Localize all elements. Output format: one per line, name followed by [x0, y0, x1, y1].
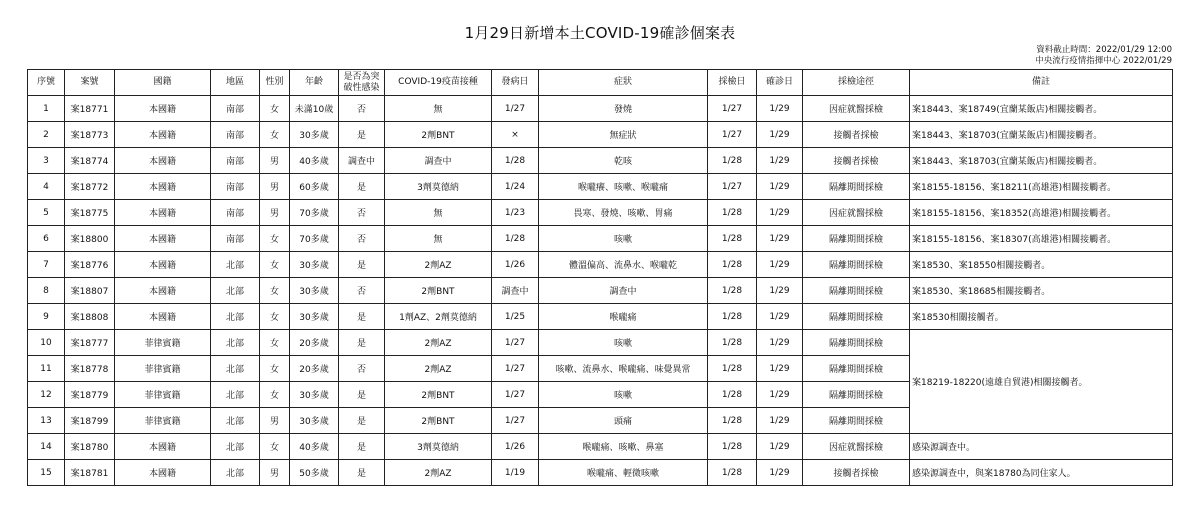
symptoms-cell: 咳嗽 [539, 226, 708, 252]
onset-date-cell: 1/26 [492, 252, 539, 278]
data-cutoff-time: 資料截止時間：2022/01/29 12:00 [1036, 45, 1172, 55]
case-id-cell: 案18773 [65, 122, 115, 148]
sex-cell: 女 [260, 252, 290, 278]
sample-date-cell: 1/28 [708, 226, 757, 252]
breakthrough-cell: 是 [339, 122, 385, 148]
row-number-cell: 12 [28, 382, 65, 408]
breakthrough-cell: 調查中 [339, 148, 385, 174]
sampling-route-cell: 隔離期間採檢 [803, 252, 910, 278]
header-row [28, 70, 1173, 96]
symptoms-cell: 體溫偏高、流鼻水、喉嚨乾 [539, 252, 708, 278]
sex-cell: 男 [260, 174, 290, 200]
table-header [28, 70, 1173, 96]
case-id-cell: 案18772 [65, 174, 115, 200]
breakthrough-cell: 否 [339, 278, 385, 304]
table-row [28, 304, 1173, 330]
age-cell: 20多歲 [290, 356, 339, 382]
onset-date-cell: 1/25 [492, 304, 539, 330]
symptoms-cell: 喉嚨痛、咳嗽、鼻塞 [539, 434, 708, 460]
onset-date-cell: 1/28 [492, 226, 539, 252]
sample-date-cell: 1/28 [708, 330, 757, 356]
sample-date-cell: 1/28 [708, 382, 757, 408]
case-id-cell: 案18775 [65, 200, 115, 226]
symptoms-cell: 調查中 [539, 278, 708, 304]
sampling-route-cell: 隔離期間採檢 [803, 356, 910, 382]
table-row [28, 434, 1173, 460]
breakthrough-cell: 是 [339, 174, 385, 200]
vaccine-cell: 2劑AZ [385, 330, 492, 356]
case-id-cell: 案18781 [65, 460, 115, 486]
vaccine-cell: 無 [385, 96, 492, 122]
row-number-cell: 7 [28, 252, 65, 278]
confirm-date-cell: 1/29 [757, 460, 803, 486]
age-cell: 40多歲 [290, 148, 339, 174]
sampling-route-cell: 隔離期間採檢 [803, 330, 910, 356]
breakthrough-cell: 否 [339, 96, 385, 122]
row-number-cell: 13 [28, 408, 65, 434]
vaccine-cell: 2劑BNT [385, 122, 492, 148]
note-cell: 感染源調查中。 [910, 434, 1173, 460]
column-header: 備註 [910, 70, 1173, 96]
report-meta [1035, 45, 1172, 67]
sampling-route-cell: 因症就醫採檢 [803, 200, 910, 226]
column-header: 案號 [65, 70, 115, 96]
nationality-cell: 本國籍 [115, 122, 211, 148]
symptoms-cell: 喉嚨痛、輕微咳嗽 [539, 460, 708, 486]
breakthrough-cell: 否 [339, 356, 385, 382]
sample-date-cell: 1/28 [708, 148, 757, 174]
region-cell: 南部 [211, 122, 260, 148]
column-header: COVID-19疫苗接種 [385, 70, 492, 96]
note-cell: 案18155-18156、案18352(高雄港)相關接觸者。 [910, 200, 1173, 226]
region-cell: 南部 [211, 174, 260, 200]
nationality-cell: 本國籍 [115, 304, 211, 330]
sample-date-cell: 1/28 [708, 460, 757, 486]
onset-date-cell: 1/28 [492, 148, 539, 174]
confirm-date-cell: 1/29 [757, 330, 803, 356]
page-title: 1月29日新增本土COVID-19確診個案表 [464, 24, 736, 42]
nationality-cell: 菲律賓籍 [115, 356, 211, 382]
table-row [28, 96, 1173, 122]
case-id-cell: 案18799 [65, 408, 115, 434]
nationality-cell: 菲律賓籍 [115, 330, 211, 356]
case-id-cell: 案18800 [65, 226, 115, 252]
region-cell: 北部 [211, 304, 260, 330]
sample-date-cell: 1/28 [708, 200, 757, 226]
sampling-route-cell: 隔離期間採檢 [803, 226, 910, 252]
age-cell: 20多歲 [290, 330, 339, 356]
note-cell: 案18530、案18550相關接觸者。 [910, 252, 1173, 278]
sex-cell: 女 [260, 356, 290, 382]
nationality-cell: 本國籍 [115, 200, 211, 226]
sex-cell: 男 [260, 408, 290, 434]
vaccine-cell: 1劑AZ、2劑莫德納 [385, 304, 492, 330]
region-cell: 南部 [211, 226, 260, 252]
table-body [28, 96, 1173, 486]
row-number-cell: 10 [28, 330, 65, 356]
sex-cell: 女 [260, 278, 290, 304]
confirm-date-cell: 1/29 [757, 252, 803, 278]
region-cell: 南部 [211, 148, 260, 174]
row-number-cell: 8 [28, 278, 65, 304]
sex-cell: 女 [260, 122, 290, 148]
sampling-route-cell: 接觸者採檢 [803, 460, 910, 486]
region-cell: 北部 [211, 252, 260, 278]
note-cell: 案18530、案18685相關接觸者。 [910, 278, 1173, 304]
age-cell: 30多歲 [290, 252, 339, 278]
sample-date-cell: 1/27 [708, 174, 757, 200]
vaccine-cell: 3劑莫德納 [385, 434, 492, 460]
breakthrough-cell: 是 [339, 460, 385, 486]
symptoms-cell: 咳嗽、流鼻水、喉嚨痛、味覺異常 [539, 356, 708, 382]
breakthrough-cell: 是 [339, 408, 385, 434]
vaccine-cell: 2劑AZ [385, 460, 492, 486]
table-row [28, 226, 1173, 252]
confirm-date-cell: 1/29 [757, 226, 803, 252]
confirm-date-cell: 1/29 [757, 304, 803, 330]
sampling-route-cell: 接觸者採檢 [803, 148, 910, 174]
row-number-cell: 1 [28, 96, 65, 122]
confirm-date-cell: 1/29 [757, 382, 803, 408]
confirm-date-cell: 1/29 [757, 122, 803, 148]
vaccine-cell: 3劑莫德納 [385, 174, 492, 200]
region-cell: 北部 [211, 408, 260, 434]
column-header: 發病日 [492, 70, 539, 96]
breakthrough-cell: 是 [339, 382, 385, 408]
sampling-route-cell: 接觸者採檢 [803, 122, 910, 148]
symptoms-cell: 喉嚨痛 [539, 304, 708, 330]
sample-date-cell: 1/28 [708, 408, 757, 434]
nationality-cell: 本國籍 [115, 252, 211, 278]
row-number-cell: 15 [28, 460, 65, 486]
age-cell: 70多歲 [290, 200, 339, 226]
confirm-date-cell: 1/29 [757, 96, 803, 122]
nationality-cell: 本國籍 [115, 278, 211, 304]
region-cell: 南部 [211, 200, 260, 226]
table-row [28, 252, 1173, 278]
onset-date-cell: × [492, 122, 539, 148]
region-cell: 北部 [211, 382, 260, 408]
note-cell: 案18443、案18703(宜蘭某飯店)相關接觸者。 [910, 122, 1173, 148]
table-row [28, 330, 1173, 356]
note-cell: 案18219-18220(遠雄自貿港)相關接觸者。 [910, 330, 1173, 434]
case-id-cell: 案18778 [65, 356, 115, 382]
nationality-cell: 本國籍 [115, 96, 211, 122]
breakthrough-cell: 否 [339, 226, 385, 252]
sampling-route-cell: 因症就醫採檢 [803, 434, 910, 460]
case-id-cell: 案18777 [65, 330, 115, 356]
onset-date-cell: 1/24 [492, 174, 539, 200]
age-cell: 70多歲 [290, 226, 339, 252]
column-header: 國籍 [115, 70, 211, 96]
age-cell: 30多歲 [290, 408, 339, 434]
region-cell: 南部 [211, 96, 260, 122]
table-row [28, 122, 1173, 148]
note-cell: 案18530相關接觸者。 [910, 304, 1173, 330]
column-header: 序號 [28, 70, 65, 96]
row-number-cell: 5 [28, 200, 65, 226]
sampling-route-cell: 隔離期間採檢 [803, 304, 910, 330]
table-row [28, 278, 1173, 304]
note-cell: 案18155-18156、案18307(高雄港)相關接觸者。 [910, 226, 1173, 252]
vaccine-cell: 2劑BNT [385, 382, 492, 408]
age-cell: 30多歲 [290, 122, 339, 148]
symptoms-cell: 咳嗽 [539, 382, 708, 408]
data-source: 中央流行疫情指揮中心 2022/01/29 [1035, 56, 1172, 66]
sex-cell: 女 [260, 434, 290, 460]
case-id-cell: 案18807 [65, 278, 115, 304]
column-header: 性別 [260, 70, 290, 96]
sampling-route-cell: 隔離期間採檢 [803, 408, 910, 434]
sampling-route-cell: 因症就醫採檢 [803, 96, 910, 122]
sex-cell: 女 [260, 226, 290, 252]
sex-cell: 男 [260, 148, 290, 174]
nationality-cell: 本國籍 [115, 460, 211, 486]
confirm-date-cell: 1/29 [757, 408, 803, 434]
age-cell: 40多歲 [290, 434, 339, 460]
table-row [28, 200, 1173, 226]
vaccine-cell: 2劑AZ [385, 252, 492, 278]
column-header: 採檢途徑 [803, 70, 910, 96]
note-cell: 案18443、案18749(宜蘭某飯店)相關接觸者。 [910, 96, 1173, 122]
onset-date-cell: 1/27 [492, 330, 539, 356]
onset-date-cell: 1/27 [492, 356, 539, 382]
case-table [27, 69, 1173, 486]
column-header: 症狀 [539, 70, 708, 96]
onset-date-cell: 1/27 [492, 408, 539, 434]
vaccine-cell: 調查中 [385, 148, 492, 174]
case-id-cell: 案18771 [65, 96, 115, 122]
age-cell: 50多歲 [290, 460, 339, 486]
column-header: 是否為突破性感染 [339, 70, 385, 96]
note-cell: 案18155-18156、案18211(高雄港)相關接觸者。 [910, 174, 1173, 200]
row-number-cell: 14 [28, 434, 65, 460]
sex-cell: 男 [260, 200, 290, 226]
table-row [28, 148, 1173, 174]
case-id-cell: 案18779 [65, 382, 115, 408]
case-id-cell: 案18774 [65, 148, 115, 174]
note-cell: 感染源調查中，與案18780為同住家人。 [910, 460, 1173, 486]
vaccine-cell: 2劑BNT [385, 408, 492, 434]
sampling-route-cell: 隔離期間採檢 [803, 278, 910, 304]
vaccine-cell: 2劑AZ [385, 356, 492, 382]
case-id-cell: 案18780 [65, 434, 115, 460]
sample-date-cell: 1/27 [708, 96, 757, 122]
sex-cell: 女 [260, 382, 290, 408]
confirm-date-cell: 1/29 [757, 174, 803, 200]
column-header: 年齡 [290, 70, 339, 96]
sample-date-cell: 1/28 [708, 278, 757, 304]
region-cell: 北部 [211, 278, 260, 304]
age-cell: 30多歲 [290, 278, 339, 304]
case-id-cell: 案18808 [65, 304, 115, 330]
breakthrough-cell: 否 [339, 200, 385, 226]
nationality-cell: 菲律賓籍 [115, 382, 211, 408]
age-cell: 30多歲 [290, 382, 339, 408]
region-cell: 北部 [211, 460, 260, 486]
symptoms-cell: 咳嗽 [539, 330, 708, 356]
sample-date-cell: 1/28 [708, 356, 757, 382]
row-number-cell: 2 [28, 122, 65, 148]
symptoms-cell: 無症狀 [539, 122, 708, 148]
onset-date-cell: 1/19 [492, 460, 539, 486]
onset-date-cell: 1/26 [492, 434, 539, 460]
region-cell: 北部 [211, 356, 260, 382]
vaccine-cell: 無 [385, 226, 492, 252]
table-row [28, 174, 1173, 200]
vaccine-cell: 2劑BNT [385, 278, 492, 304]
symptoms-cell: 發燒 [539, 96, 708, 122]
sampling-route-cell: 隔離期間採檢 [803, 382, 910, 408]
row-number-cell: 6 [28, 226, 65, 252]
onset-date-cell: 1/23 [492, 200, 539, 226]
column-header: 地區 [211, 70, 260, 96]
breakthrough-cell: 是 [339, 252, 385, 278]
nationality-cell: 本國籍 [115, 148, 211, 174]
age-cell: 30多歲 [290, 304, 339, 330]
symptoms-cell: 喉嚨癢、咳嗽、喉嚨痛 [539, 174, 708, 200]
sample-date-cell: 1/28 [708, 252, 757, 278]
confirm-date-cell: 1/29 [757, 200, 803, 226]
column-header: 採檢日 [708, 70, 757, 96]
nationality-cell: 菲律賓籍 [115, 408, 211, 434]
row-number-cell: 11 [28, 356, 65, 382]
sex-cell: 女 [260, 304, 290, 330]
sample-date-cell: 1/28 [708, 304, 757, 330]
breakthrough-cell: 是 [339, 330, 385, 356]
row-number-cell: 4 [28, 174, 65, 200]
sex-cell: 女 [260, 330, 290, 356]
column-header: 確診日 [757, 70, 803, 96]
confirm-date-cell: 1/29 [757, 278, 803, 304]
confirm-date-cell: 1/29 [757, 148, 803, 174]
nationality-cell: 本國籍 [115, 434, 211, 460]
nationality-cell: 本國籍 [115, 226, 211, 252]
vaccine-cell: 無 [385, 200, 492, 226]
note-cell: 案18443、案18703(宜蘭某飯店)相關接觸者。 [910, 148, 1173, 174]
sample-date-cell: 1/28 [708, 434, 757, 460]
age-cell: 未滿10歲 [290, 96, 339, 122]
symptoms-cell: 畏寒、發燒、咳嗽、胃痛 [539, 200, 708, 226]
breakthrough-cell: 是 [339, 434, 385, 460]
onset-date-cell: 1/27 [492, 382, 539, 408]
row-number-cell: 9 [28, 304, 65, 330]
row-number-cell: 3 [28, 148, 65, 174]
sampling-route-cell: 隔離期間採檢 [803, 174, 910, 200]
breakthrough-cell: 是 [339, 304, 385, 330]
sample-date-cell: 1/27 [708, 122, 757, 148]
sex-cell: 男 [260, 460, 290, 486]
age-cell: 60多歲 [290, 174, 339, 200]
table-row [28, 460, 1173, 486]
nationality-cell: 本國籍 [115, 174, 211, 200]
region-cell: 北部 [211, 434, 260, 460]
symptoms-cell: 乾咳 [539, 148, 708, 174]
confirm-date-cell: 1/29 [757, 356, 803, 382]
onset-date-cell: 調查中 [492, 278, 539, 304]
sex-cell: 女 [260, 96, 290, 122]
case-id-cell: 案18776 [65, 252, 115, 278]
onset-date-cell: 1/27 [492, 96, 539, 122]
symptoms-cell: 頭痛 [539, 408, 708, 434]
confirm-date-cell: 1/29 [757, 434, 803, 460]
region-cell: 北部 [211, 330, 260, 356]
